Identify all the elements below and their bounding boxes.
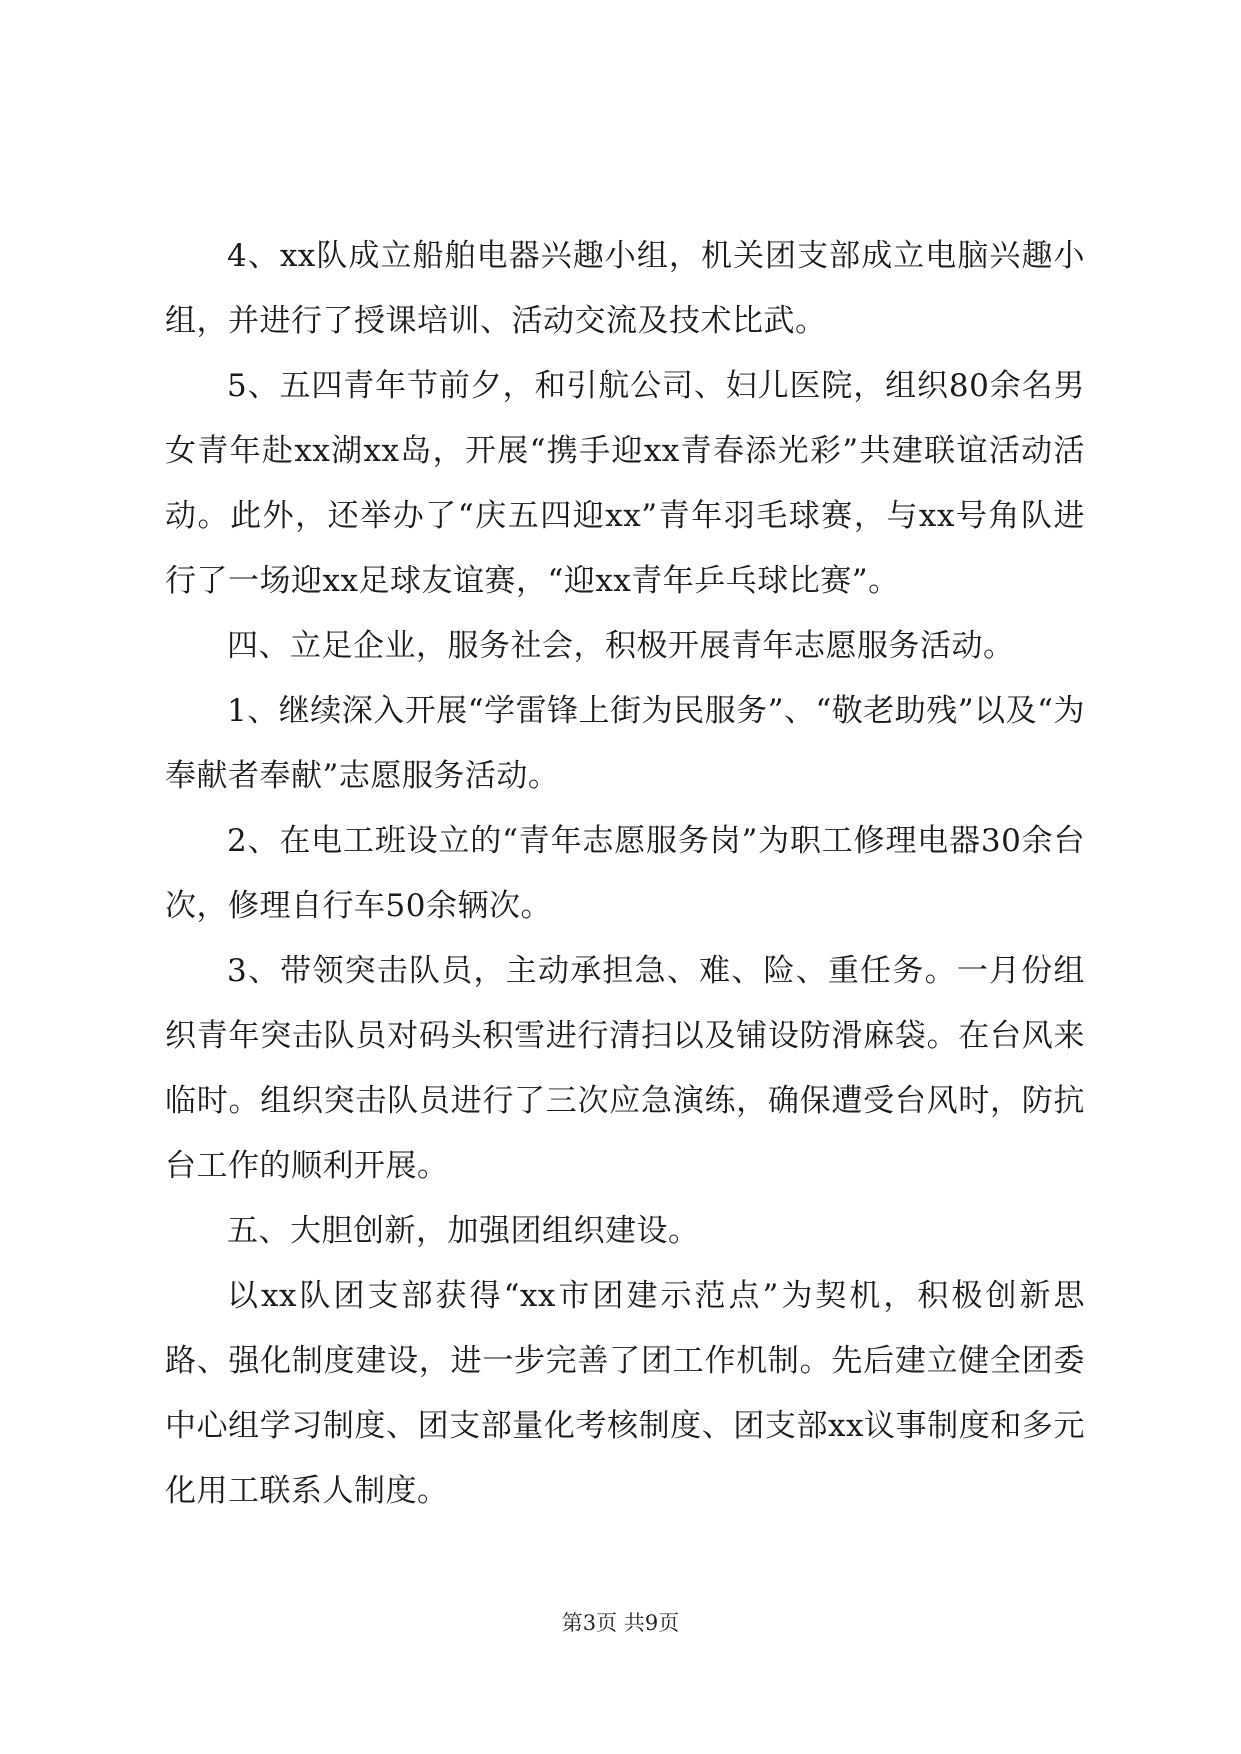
paragraph-item-4: 4、xx队成立船舶电器兴趣小组，机关团支部成立电脑兴趣小组，并进行了授课培训、活动交流及技术比武。 [165, 238, 1085, 339]
paragraph-item-1: 1、继续深入开展“学雷锋上街为民服务”、“敬老助残”以及“为奉献者奉献”志愿服务活动。 [165, 693, 1085, 794]
paragraph-team-building: 以xx队团支部获得“xx市团建示范点”为契机，积极创新思路、强化制度建设，进一步完善了团工作机制。先后建立健全团委中心组学习制度、团支部量化考核制度、团支部xx议事制度和多元化用工联系人制度。 [165, 1278, 1085, 1509]
paragraph-item-3: 3、带领突击队员，主动承担急、难、险、重任务。一月份组织青年突击队员对码头积雪进行清扫以及铺设防滑麻袋。在台风来临时。组织突击队员进行了三次应急演练，确保遭受台风时，防抗台工作的顺利开展。 [165, 953, 1085, 1184]
paragraph-item-2: 2、在电工班设立的“青年志愿服务岗”为职工修理电器30余台次，修理自行车50余辆次。 [165, 823, 1085, 924]
section-heading-5: 五、大胆创新，加强团组织建设。 [227, 1213, 700, 1249]
document-body [165, 224, 1085, 1524]
section-heading-4: 四、立足企业，服务社会，积极开展青年志愿服务活动。 [227, 628, 1015, 664]
paragraph-item-5: 5、五四青年节前夕，和引航公司、妇儿医院，组织80余名男女青年赴xx湖xx岛，开展“携手迎xx青春添光彩”共建联谊活动活动。此外，还举办了“庆五四迎xx”青年羽毛球赛，与xx号角队进行了一场迎xx足球友谊赛，“迎xx青年乒乓球比赛”。 [165, 368, 1085, 599]
page-number-footer: 第3页 共9页 [561, 1611, 680, 1635]
